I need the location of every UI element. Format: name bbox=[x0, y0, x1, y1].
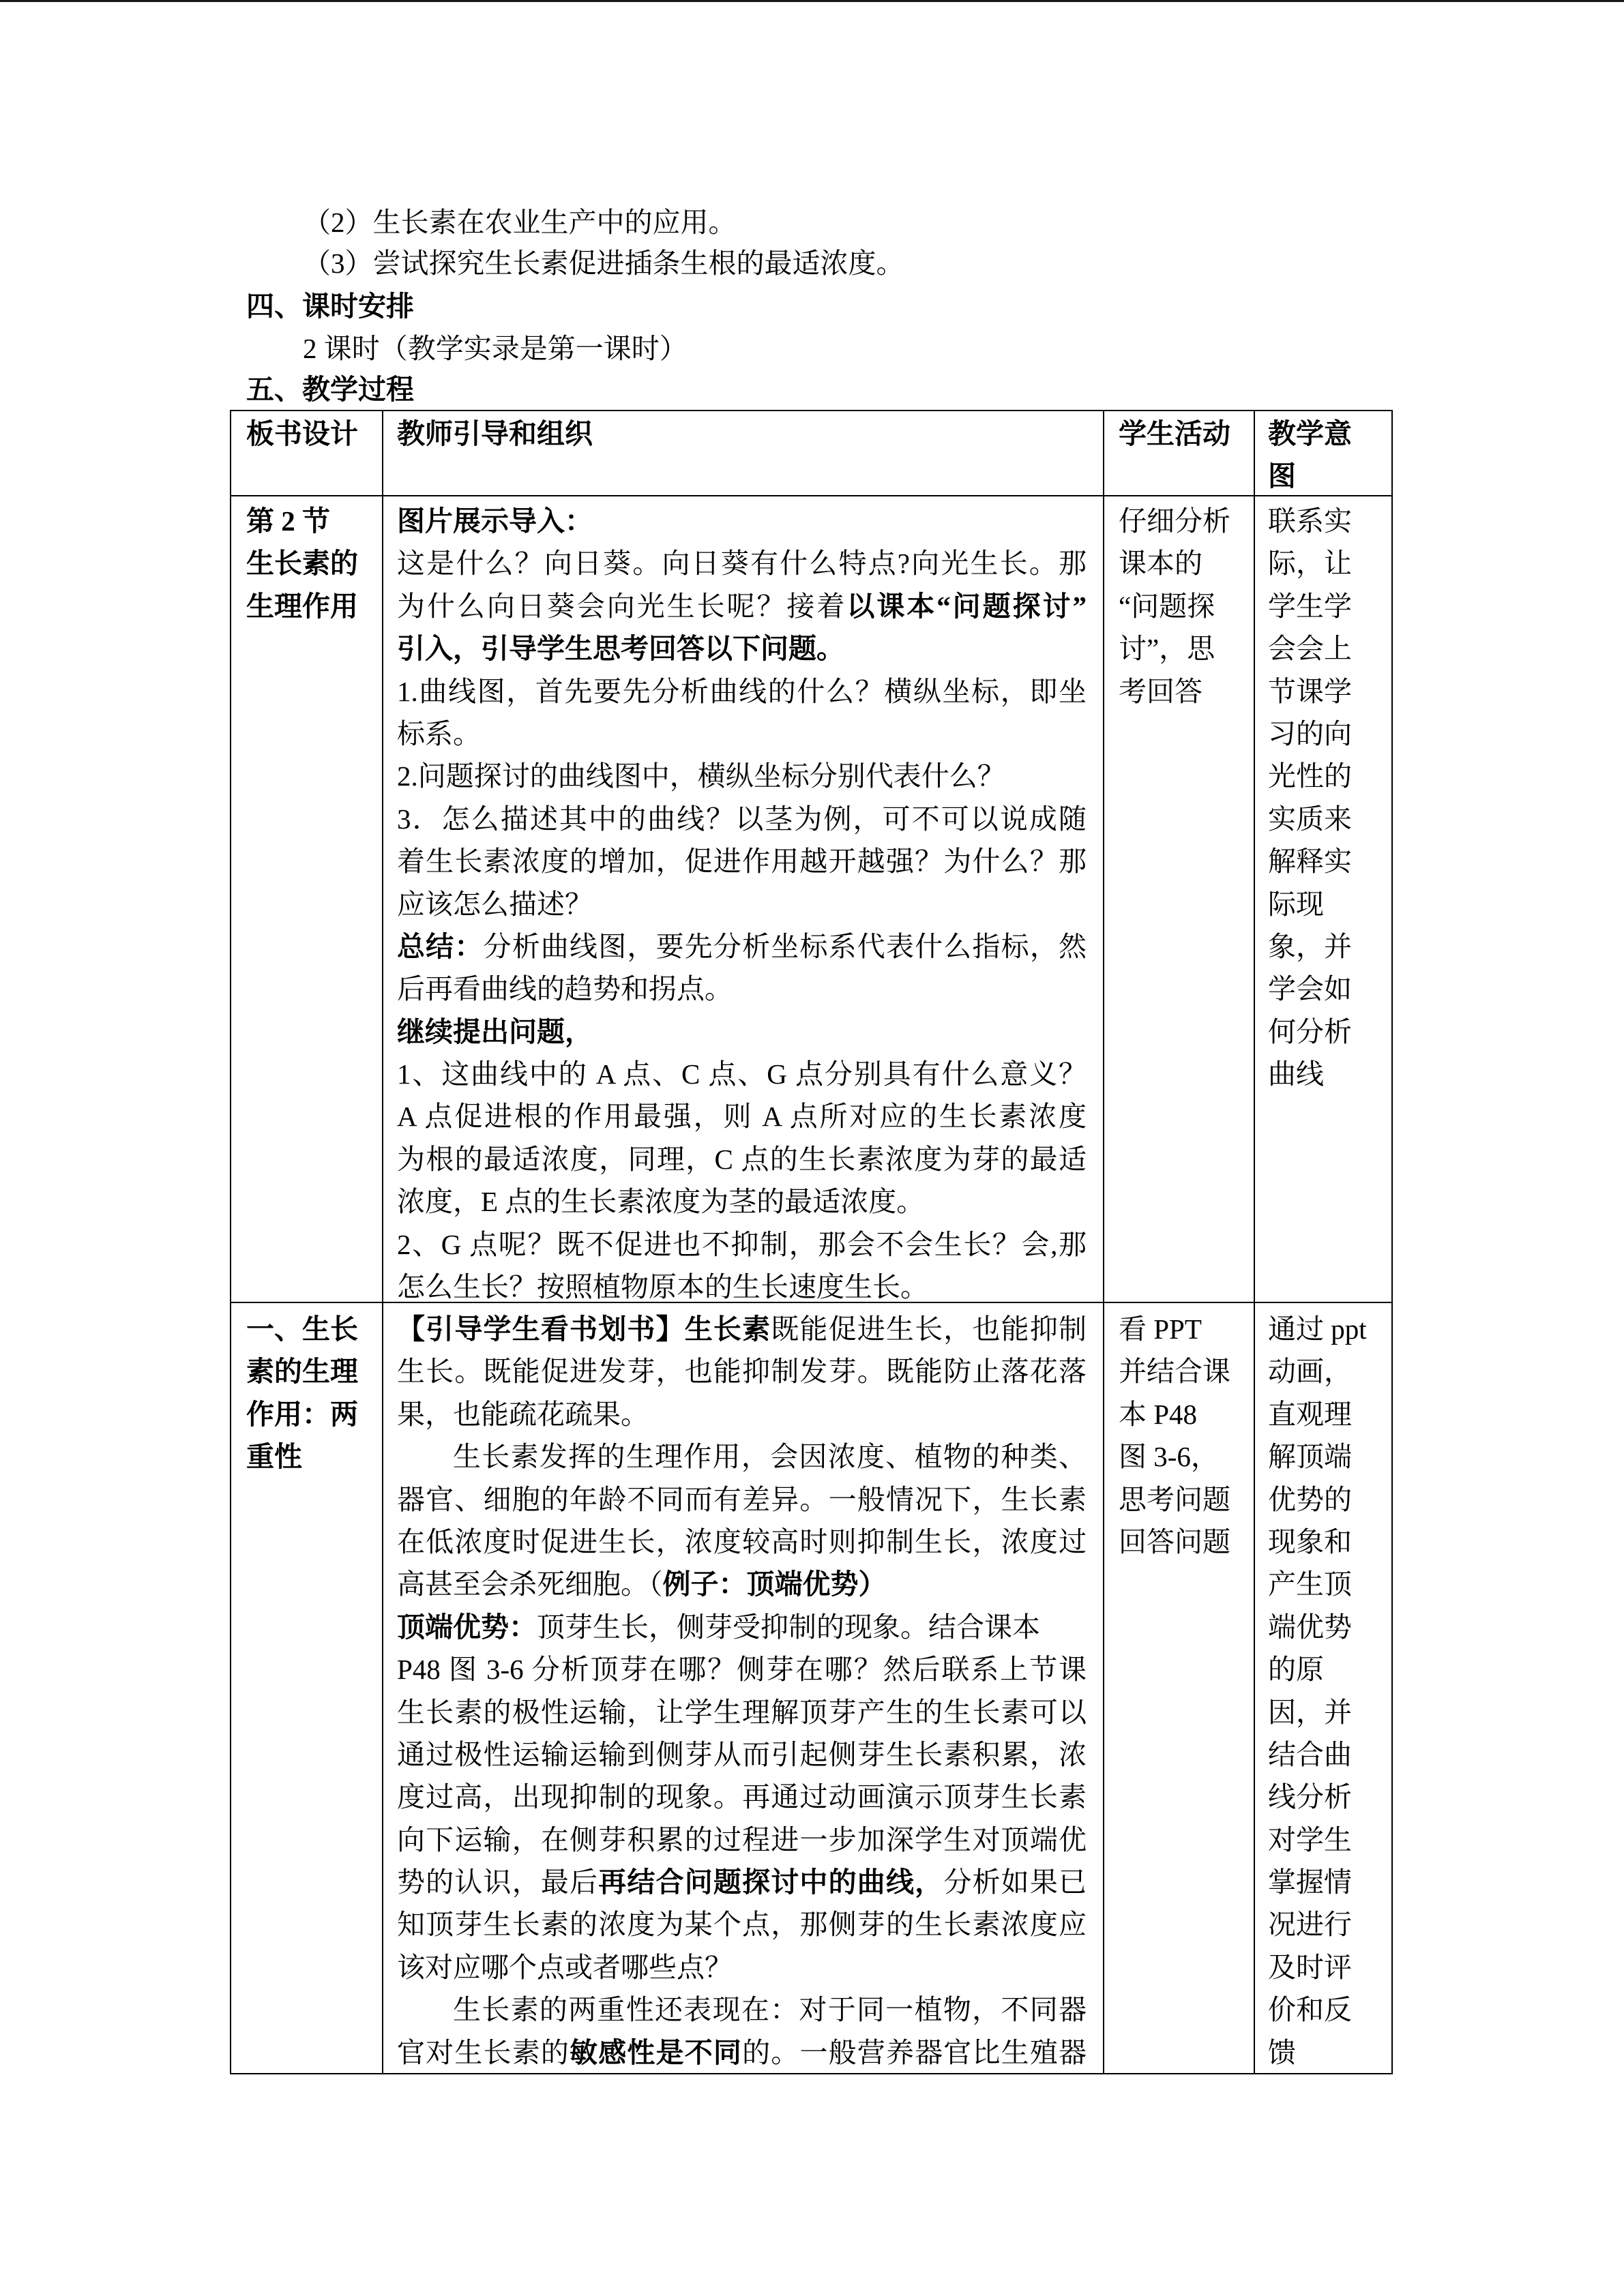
intent-line: 节课学 bbox=[1268, 675, 1352, 707]
intent-line: 现象和 bbox=[1268, 1525, 1352, 1557]
bold-text: 总结： bbox=[397, 930, 484, 962]
teacher-line bbox=[397, 925, 1087, 968]
header-cell-student bbox=[1104, 411, 1255, 496]
text-segment: 度过高，出现抑制的现象。再通过动画演示顶芽生长素 bbox=[397, 1781, 1087, 1813]
student-cell bbox=[1104, 496, 1255, 1303]
teacher-line bbox=[397, 1819, 1087, 1861]
student-line: 考回答 bbox=[1119, 675, 1202, 707]
page-top-edge bbox=[0, 0, 1624, 2]
teacher-line bbox=[397, 968, 1087, 1010]
teacher-line bbox=[397, 1563, 1087, 1605]
text-segment: P48 图 3-6 分析顶芽在哪？侧芽在哪？然后联系上节课 bbox=[397, 1654, 1087, 1686]
text-segment: 浓度，E 点的生长素浓度为茎的最适浓度。 bbox=[397, 1186, 925, 1218]
text-segment: 果，也能疏花疏果。 bbox=[397, 1398, 649, 1430]
teacher-line bbox=[397, 883, 1087, 925]
student-line: “问题探 bbox=[1119, 590, 1215, 622]
teacher-line bbox=[397, 1180, 1087, 1223]
text-segment: 高甚至会杀死细胞。（ bbox=[397, 1568, 663, 1600]
intent-line: 际现 bbox=[1268, 888, 1324, 920]
intent-line: 况进行 bbox=[1268, 1909, 1352, 1941]
bold-text: 例子：顶端优势） bbox=[662, 1568, 887, 1600]
intent-line: 因，并 bbox=[1268, 1696, 1352, 1728]
intent-line: 掌握情 bbox=[1268, 1866, 1352, 1898]
teacher-line bbox=[397, 1861, 1087, 1903]
teacher-line bbox=[397, 1478, 1087, 1521]
intent-line: 联系实 bbox=[1268, 505, 1352, 537]
teacher-line bbox=[397, 1946, 1087, 1988]
teacher-line bbox=[397, 1011, 1087, 1053]
text-segment: 2.问题探讨的曲线图中，横纵坐标分别代表什么？ bbox=[397, 760, 1005, 792]
bold-text: 顶端优势： bbox=[397, 1611, 537, 1643]
teacher-line bbox=[397, 1648, 1087, 1690]
board-line: 生长素的 bbox=[246, 548, 358, 580]
text-segment: 官对生长素的 bbox=[397, 2036, 570, 2068]
intent-cell bbox=[1255, 1303, 1393, 2074]
teacher-cell bbox=[383, 496, 1104, 1303]
teacher-line bbox=[397, 627, 1087, 670]
teacher-line bbox=[397, 713, 1087, 755]
text-segment: 既能促进生长，也能抑制 bbox=[771, 1313, 1087, 1345]
bold-text: 敏感性是不同 bbox=[570, 2036, 743, 2068]
header-cell-teacher bbox=[383, 411, 1104, 496]
intent-line: 曲线 bbox=[1268, 1058, 1324, 1090]
board-cell bbox=[231, 496, 383, 1303]
board-line: 第 2 节 bbox=[246, 505, 330, 537]
teacher-line bbox=[397, 798, 1087, 840]
intent-line: 线分析 bbox=[1268, 1781, 1352, 1813]
teacher-line bbox=[397, 1435, 1087, 1478]
intent-line: 实质来 bbox=[1268, 803, 1352, 835]
text-segment: 为根的最适浓度，同理，C 点的生长素浓度为芽的最适 bbox=[397, 1143, 1087, 1175]
intent-line: 解释实 bbox=[1268, 846, 1352, 878]
section-heading-process: 五、教学过程 bbox=[246, 374, 414, 405]
bold-text: 继续提出问题， bbox=[397, 1015, 593, 1047]
intent-line: 象，并 bbox=[1268, 930, 1352, 962]
intent-line: 直观理 bbox=[1268, 1398, 1352, 1430]
intent-line: 产生顶 bbox=[1268, 1568, 1352, 1600]
text-segment: 着生长素浓度的增加，促进作用越开越强？为什么？那 bbox=[397, 846, 1087, 878]
text-segment: 3．怎么描述其中的曲线？以茎为例，可不可以说成随 bbox=[397, 803, 1087, 835]
teacher-line bbox=[397, 1903, 1087, 1945]
student-line: 思考问题 bbox=[1119, 1483, 1230, 1515]
teacher-line bbox=[397, 2031, 1087, 2074]
teacher-line bbox=[397, 1521, 1087, 1563]
text-segment: 应该怎么描述？ bbox=[397, 888, 593, 920]
text-segment: 1、这曲线中的 A 点、C 点、G 点分别具有什么意义？ bbox=[397, 1058, 1087, 1090]
bold-text: 图片展示导入： bbox=[397, 505, 593, 537]
objective-item-2: （2）生长素在农业生产中的应用。 bbox=[303, 207, 737, 238]
intent-cell bbox=[1255, 496, 1393, 1303]
student-line: 讨”，思 bbox=[1119, 633, 1215, 665]
teacher-line bbox=[397, 1223, 1087, 1266]
text-segment: 器官、细胞的年龄不同而有差异。一般情况下，生长素 bbox=[397, 1483, 1087, 1515]
intent-line: 光性的 bbox=[1268, 760, 1352, 792]
intent-line: 及时评 bbox=[1268, 1951, 1352, 1983]
header-label: 学生活动 bbox=[1119, 418, 1230, 449]
teacher-line bbox=[397, 1733, 1087, 1776]
text-segment: 生长素的极性运输，让学生理解顶芽产生的生长素可以 bbox=[397, 1696, 1087, 1728]
intent-line: 对学生 bbox=[1268, 1823, 1352, 1855]
intent-line: 会会上 bbox=[1268, 633, 1352, 665]
text-segment: 向下运输，在侧芽积累的过程进一步加深学生对顶端优 bbox=[397, 1823, 1087, 1855]
board-cell bbox=[231, 1303, 383, 2074]
teacher-line bbox=[397, 1266, 1087, 1303]
text-segment: 生长素的两重性还表现在：对于同一植物，不同器 bbox=[453, 1994, 1087, 2026]
teacher-line bbox=[397, 1776, 1087, 1818]
teacher-line bbox=[397, 500, 1087, 542]
teaching-process-table bbox=[230, 410, 1393, 2074]
teacher-cell bbox=[383, 1303, 1104, 2074]
intent-line: 优势的 bbox=[1268, 1483, 1352, 1515]
intent-line: 际，让 bbox=[1268, 548, 1352, 580]
text-segment: 标系。 bbox=[397, 717, 481, 749]
intent-line: 解顶端 bbox=[1268, 1441, 1352, 1473]
board-line: 一、生长 bbox=[246, 1313, 358, 1345]
student-line: 仔细分析 bbox=[1119, 505, 1230, 537]
text-segment: 该对应哪个点或者哪些点？ bbox=[397, 1951, 733, 1983]
intent-line: 的原 bbox=[1268, 1654, 1324, 1686]
text-segment: 通过极性运输运输到侧芽从而引起侧芽生长素积累，浓 bbox=[397, 1738, 1087, 1770]
intent-line: 习的向 bbox=[1268, 717, 1352, 749]
bold-text: 以课本“问题探讨” bbox=[846, 590, 1087, 622]
teacher-line bbox=[397, 1053, 1087, 1095]
teacher-line bbox=[397, 1691, 1087, 1733]
teacher-line bbox=[397, 840, 1087, 882]
bold-text: 再结合问题探讨中的曲线， bbox=[598, 1866, 944, 1898]
board-line: 作用：两 bbox=[246, 1398, 358, 1430]
objective-item-3: （3）尝试探究生长素促进插条生根的最适浓度。 bbox=[303, 248, 904, 279]
text-segment: 势的认识，最后 bbox=[397, 1866, 599, 1898]
teacher-line bbox=[397, 755, 1087, 797]
text-segment: 这是什么？向日葵。向日葵有什么特点?向光生长。那 bbox=[397, 548, 1087, 580]
intent-line: 端优势 bbox=[1268, 1611, 1352, 1643]
bold-text: 【引导学生看书划书】生长素 bbox=[397, 1313, 771, 1345]
text-segment: 分析如果已 bbox=[943, 1866, 1087, 1898]
teacher-line bbox=[397, 670, 1087, 713]
header-label: 教学意图 bbox=[1268, 418, 1352, 492]
intent-line: 学生学 bbox=[1268, 590, 1352, 622]
header-cell-intent bbox=[1255, 411, 1393, 496]
student-line: 看 PPT bbox=[1119, 1313, 1202, 1345]
student-line: 课本的 bbox=[1119, 548, 1202, 580]
schedule-text: 2 课时（教学实录是第一课时） bbox=[303, 333, 688, 364]
intent-line: 价和反 bbox=[1268, 1994, 1352, 2026]
intent-line: 动画， bbox=[1268, 1356, 1352, 1388]
text-segment: 怎么生长？按照植物原本的生长速度生长。 bbox=[397, 1271, 928, 1303]
teacher-line bbox=[397, 1350, 1087, 1392]
intent-line: 通过 ppt bbox=[1268, 1313, 1367, 1345]
header-cell-board bbox=[231, 411, 383, 496]
student-line: 并结合课 bbox=[1119, 1356, 1230, 1388]
board-line: 重性 bbox=[246, 1441, 302, 1473]
teacher-line bbox=[397, 1308, 1087, 1350]
intent-line: 馈 bbox=[1268, 2036, 1296, 2068]
header-label: 教师引导和组织 bbox=[397, 418, 593, 449]
teacher-line bbox=[397, 1393, 1087, 1435]
text-segment: 2、G 点呢？既不促进也不抑制，那会不会生长？会,那 bbox=[397, 1228, 1087, 1260]
text-segment: 在低浓度时促进生长，浓度较高时则抑制生长，浓度过 bbox=[397, 1525, 1087, 1557]
text-segment: 知顶芽生长素的浓度为某个点，那侧芽的生长素浓度应 bbox=[397, 1909, 1087, 1941]
text-segment: 分析曲线图，要先分析坐标系代表什么指标，然 bbox=[483, 930, 1087, 962]
header-label: 板书设计 bbox=[246, 418, 358, 449]
intent-line: 学会如 bbox=[1268, 973, 1352, 1005]
bold-text: 引入，引导学生思考回答以下问题。 bbox=[397, 633, 844, 665]
text-segment: 生长。既能促进发芽，也能抑制发芽。既能防止落花落 bbox=[397, 1356, 1087, 1388]
intent-line: 何分析 bbox=[1268, 1015, 1352, 1047]
teacher-line bbox=[397, 542, 1087, 584]
section-heading-schedule: 四、课时安排 bbox=[246, 290, 414, 322]
text-segment: 生长素发挥的生理作用，会因浓度、植物的种类、 bbox=[453, 1441, 1087, 1473]
student-line: 回答问题 bbox=[1119, 1525, 1230, 1557]
text-segment: 1.曲线图，首先要先分析曲线的什么？横纵坐标，即坐 bbox=[397, 675, 1087, 707]
teacher-line bbox=[397, 1606, 1087, 1648]
student-line: 本 P48 bbox=[1119, 1398, 1198, 1430]
teacher-line bbox=[397, 585, 1087, 627]
text-segment: 顶芽生长，侧芽受抑制的现象。结合课本 bbox=[537, 1611, 1040, 1643]
text-segment: 后再看曲线的趋势和拐点。 bbox=[397, 973, 733, 1005]
student-line: 图 3-6， bbox=[1119, 1441, 1219, 1473]
student-cell bbox=[1104, 1303, 1255, 2074]
intent-line: 结合曲 bbox=[1268, 1738, 1352, 1770]
board-line: 生理作用 bbox=[246, 590, 358, 622]
board-line: 素的生理 bbox=[246, 1356, 358, 1388]
teacher-line bbox=[397, 1988, 1087, 2031]
text-segment: 为什么向日葵会向光生长呢？接着 bbox=[397, 590, 847, 622]
teacher-line bbox=[397, 1095, 1087, 1137]
text-segment: 的。一般营养器官比生殖器 bbox=[742, 2036, 1087, 2068]
teacher-line bbox=[397, 1138, 1087, 1180]
text-segment: A 点促进根的作用最强，则 A 点所对应的生长素浓度 bbox=[397, 1101, 1087, 1133]
